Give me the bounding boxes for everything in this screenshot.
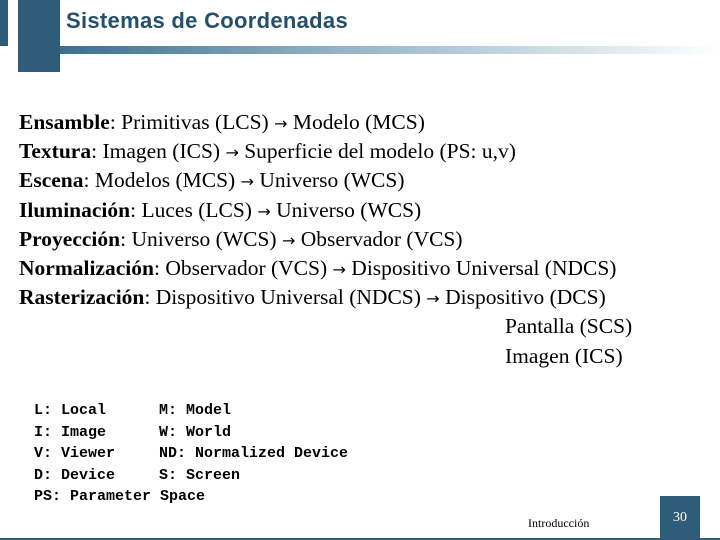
list-item: Escena: Modelos (MCS) → Universo (WCS) — [19, 168, 405, 193]
right-arrow-icon: → — [332, 259, 346, 279]
footer-section-label: Introducción — [528, 516, 590, 530]
legend-row — [34, 422, 348, 444]
header-accent-block — [18, 0, 60, 72]
legend-row — [34, 486, 348, 508]
legend-entry: D: Device — [34, 466, 116, 484]
right-arrow-icon: → — [257, 201, 271, 221]
item-key: Textura — [19, 139, 92, 164]
item-to: Observador (VCS) — [300, 226, 463, 251]
header-accent-bar — [0, 0, 8, 46]
continuation-line: Imagen (ICS) — [505, 343, 623, 368]
item-from: Primitivas (LCS) — [121, 110, 269, 134]
list-item: Iluminación: Luces (LCS) → Universo (WCS) — [19, 197, 422, 222]
right-arrow-icon: → — [274, 114, 288, 133]
page-number: 30 — [673, 510, 687, 525]
item-key: Ensamble — [19, 110, 110, 134]
continuation-line: Pantalla (SCS) — [505, 314, 633, 339]
item-key: Iluminación — [19, 197, 131, 222]
right-arrow-icon: → — [426, 289, 440, 309]
header-gradient-rule — [60, 46, 720, 54]
legend-entry: S: Screen — [159, 466, 241, 484]
legend-entry: I: Image — [34, 423, 107, 441]
item-from: Modelos (MCS) — [94, 168, 236, 193]
item-key: Proyección — [19, 226, 121, 251]
legend-entry: ND: Normalized Device — [159, 445, 349, 463]
item-from: Observador (VCS) — [165, 255, 328, 280]
item-from: Imagen (ICS) — [102, 139, 221, 164]
legend-entry: V: Viewer — [34, 445, 116, 463]
list-item: Proyección: Universo (WCS) → Observador (VCS) — [19, 226, 463, 251]
item-to: Dispositivo (DCS) — [445, 285, 606, 310]
item-key: Normalización — [19, 255, 154, 280]
item-to: Modelo (MCS) — [292, 110, 425, 134]
item-from: Universo (WCS) — [131, 226, 277, 251]
item-key: Rasterización — [19, 285, 145, 310]
item-from: Luces (LCS) — [141, 197, 252, 222]
item-to: Universo (WCS) — [259, 168, 405, 193]
legend-row — [34, 400, 348, 422]
legend-entry: PS: Parameter Space — [34, 488, 206, 506]
item-to: Dispositivo Universal (NDCS) — [351, 255, 617, 280]
list-item: Ensamble: Primitivas (LCS) → Modelo (MCS) — [19, 110, 425, 134]
legend-entry: M: Model — [159, 402, 232, 419]
item-from: Dispositivo Universal (NDCS) — [155, 285, 421, 310]
abbreviation-legend — [34, 400, 348, 508]
right-arrow-icon: → — [225, 143, 239, 163]
list-item: Textura: Imagen (ICS) → Superficie del modelo (PS: u,v) — [19, 139, 516, 164]
item-to: Universo (WCS) — [276, 197, 422, 222]
list-item: Rasterización: Dispositivo Universal (NDCS) → Dispositivo (DCS) — [19, 285, 606, 310]
right-arrow-icon: → — [240, 172, 254, 192]
legend-entry: L: Local — [34, 402, 107, 419]
item-to: Superficie del modelo (PS: u,v) — [244, 139, 516, 164]
legend-row — [34, 465, 348, 487]
list-item: Normalización: Observador (VCS) → Dispositivo Universal (NDCS) — [19, 255, 617, 280]
legend-row — [34, 443, 348, 465]
right-arrow-icon: → — [281, 230, 296, 250]
slide-title: Sistemas de Coordenadas — [66, 8, 348, 33]
coordinate-pipeline-list — [19, 108, 709, 371]
legend-entry: W: World — [159, 423, 232, 441]
item-key: Escena — [19, 168, 84, 193]
